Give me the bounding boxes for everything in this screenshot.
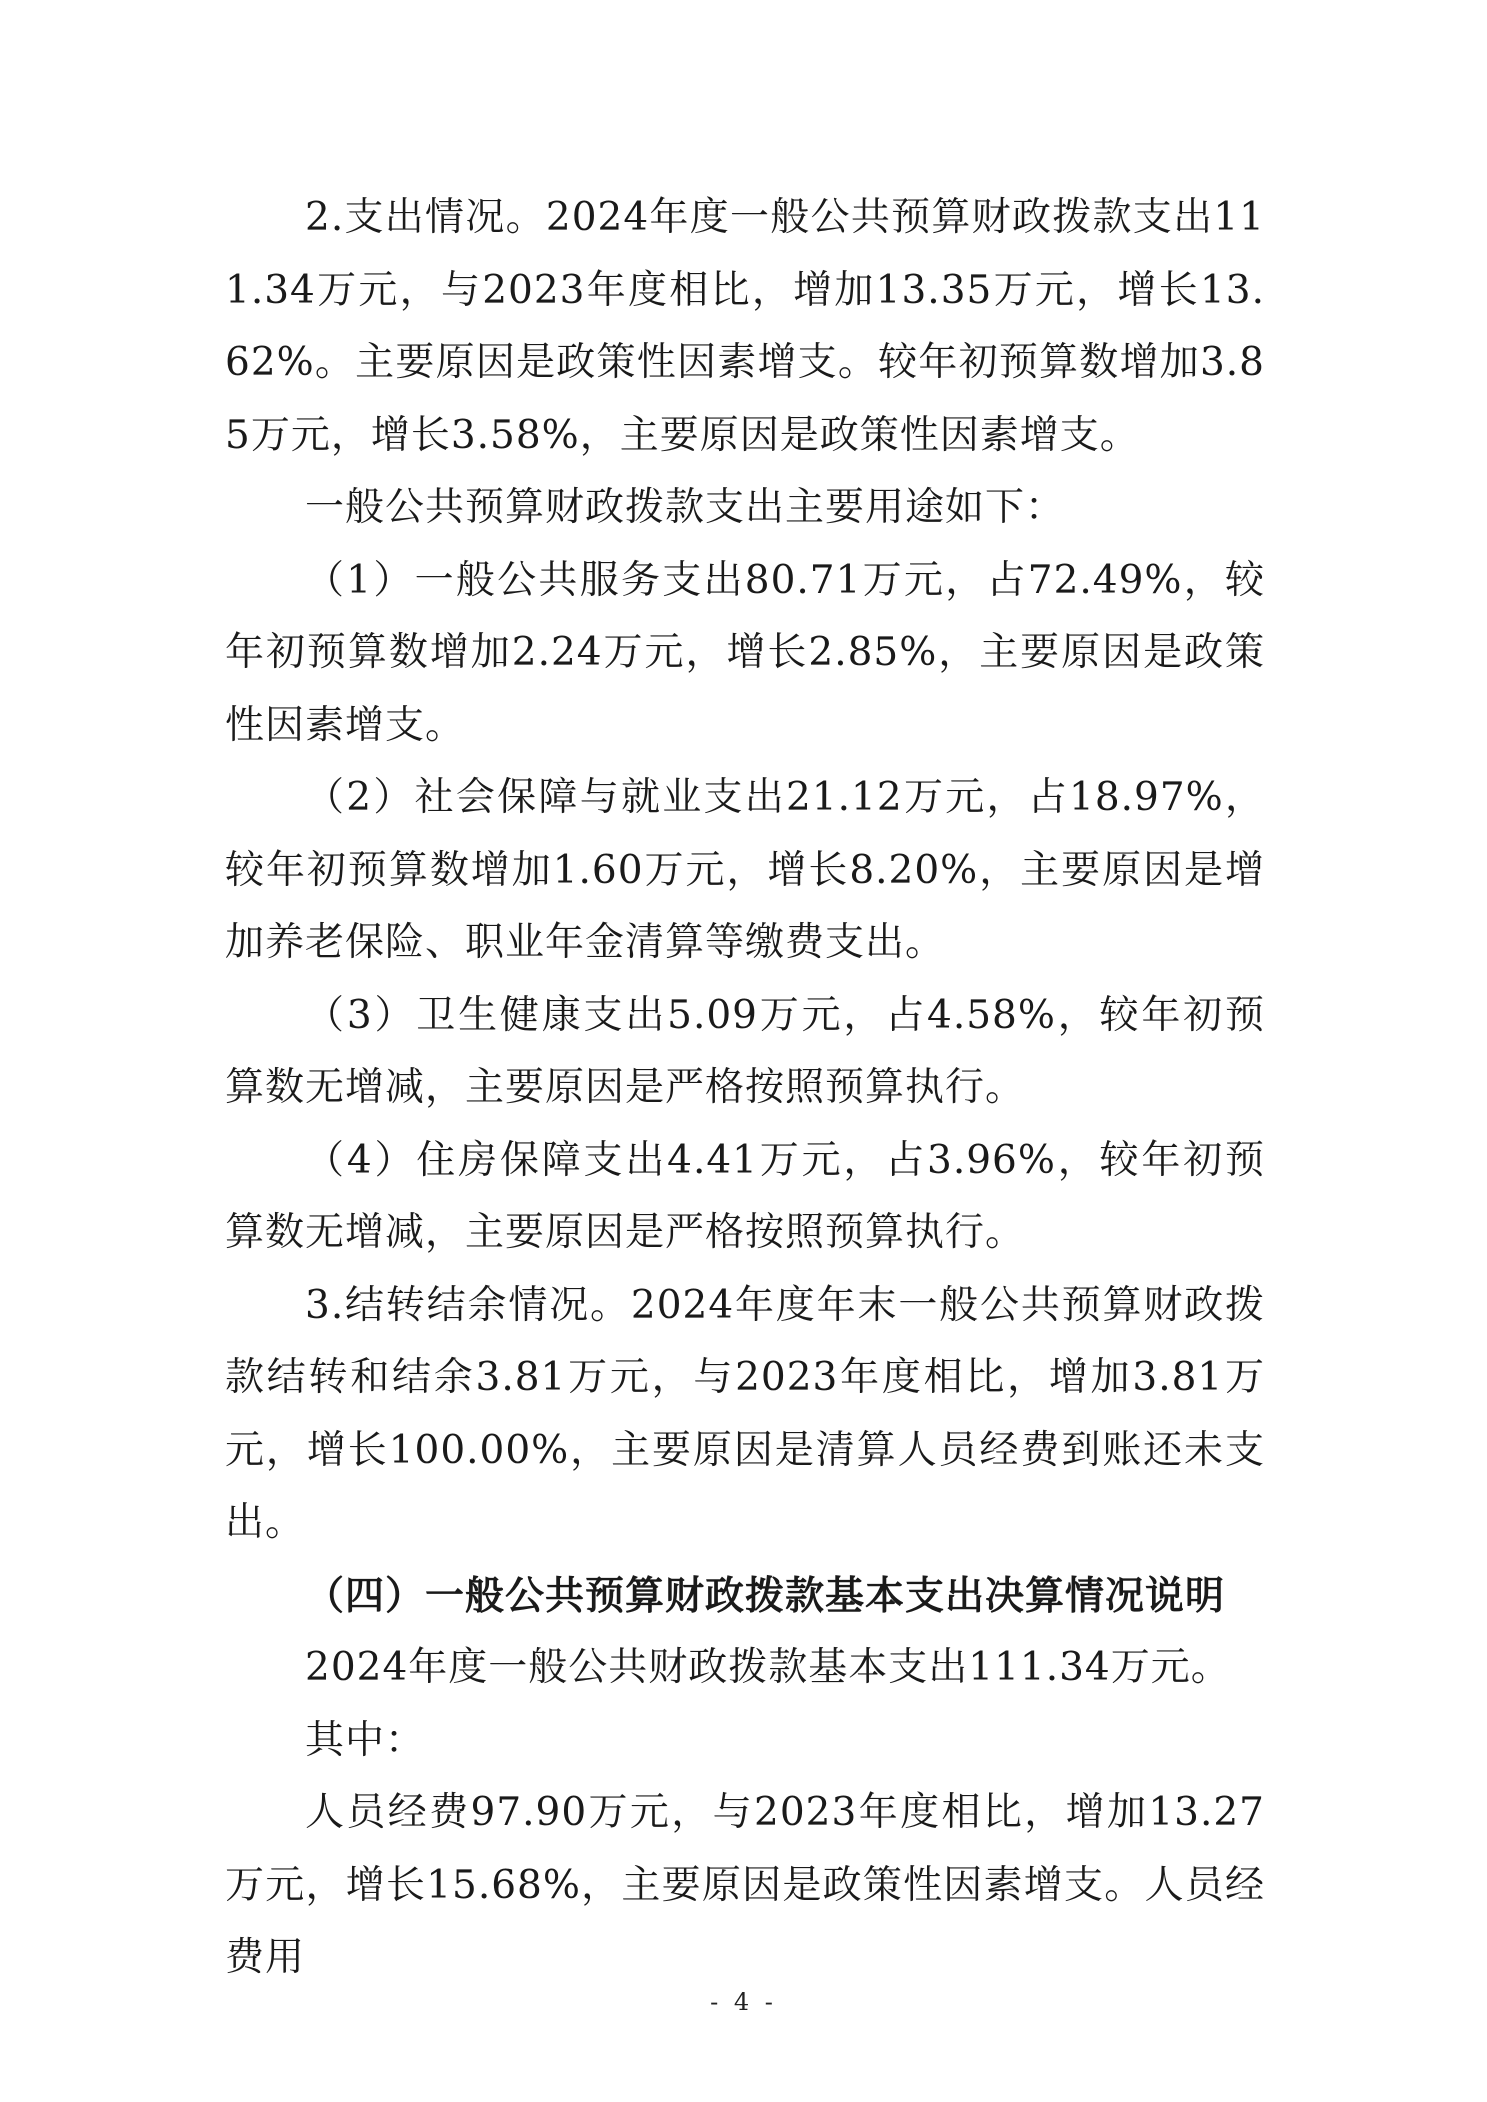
paragraph-item-3: （3）卫生健康支出5.09万元，占4.58%，较年初预算数无增减，主要原因是严格按照预算执行。: [225, 992, 1265, 1110]
paragraph-item-2: （2）社会保障与就业支出21.12万元，占18.97%，较年初预算数增加1.60万元，增长8.20%，主要原因是增加养老保险、职业年金清算等缴费支出。: [225, 775, 1265, 965]
paragraph-expenditure: 2.支出情况。2024年度一般公共预算财政拨款支出111.34万元，与2023年度相比，增加13.35万元，增长13.62%。主要原因是政策性因素增支。较年初预算数增加3.85万元，增长3.58%，主要原因是政策性因素增支。: [225, 195, 1265, 458]
body-text: [225, 182, 1265, 1995]
paragraph-item-1: （1）一般公共服务支出80.71万元，占72.49%，较年初预算数增加2.24万元，增长2.85%，主要原因是政策性因素增支。: [225, 557, 1265, 748]
paragraph-item-4: （4）住房保障支出4.41万元，占3.96%，较年初预算数无增减，主要原因是严格按照预算执行。: [225, 1137, 1265, 1255]
paragraph-carryover: 3.结转结余情况。2024年度年末一般公共预算财政拨款结转和结余3.81万元，与2023年度相比，增加3.81万元，增长100.00%，主要原因是清算人员经费到账还未支出。: [225, 1282, 1265, 1545]
paragraph-among: 其中：: [305, 1717, 426, 1763]
page-number: - 4 -: [710, 1988, 777, 2016]
paragraph-main-uses: 一般公共预算财政拨款支出主要用途如下：: [305, 485, 1066, 530]
section-heading-4: （四）一般公共预算财政拨款基本支出决算情况说明: [305, 1572, 1226, 1619]
paragraph-personnel: 人员经费97.90万元，与2023年度相比，增加13.27万元，增长15.68%，主要原因是政策性因素增支。人员经费用: [225, 1790, 1265, 1980]
paragraph-basic-expenditure: 2024年度一般公共财政拨款基本支出111.34万元。: [305, 1645, 1231, 1690]
